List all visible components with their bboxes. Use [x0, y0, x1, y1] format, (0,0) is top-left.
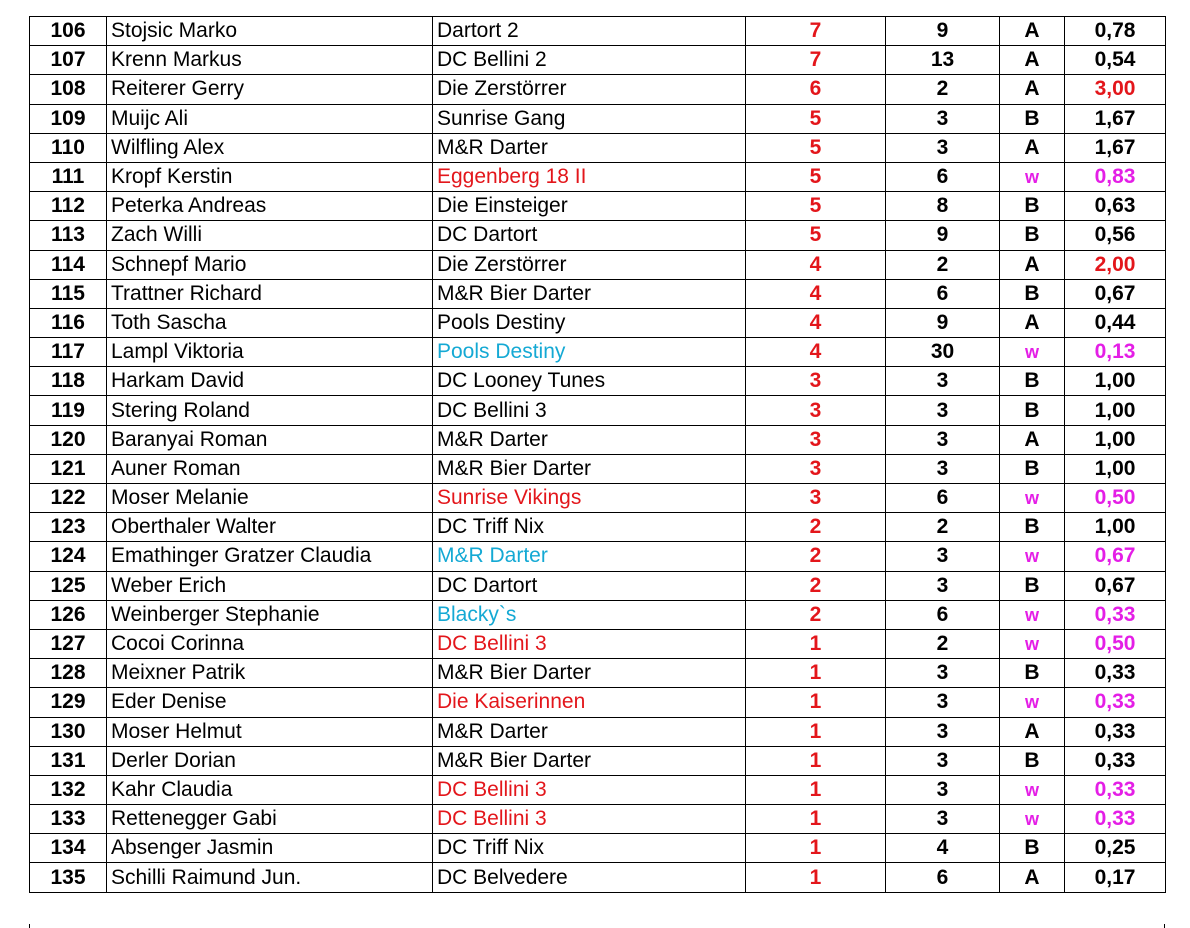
class-value: A — [1000, 46, 1065, 75]
class-value: B — [1000, 746, 1065, 775]
games-value: 6 — [886, 600, 1000, 629]
points-value: 2 — [746, 513, 886, 542]
player-rank: 124 — [30, 542, 107, 571]
average-value: 0,67 — [1065, 279, 1166, 308]
team-name: DC Dartort — [433, 221, 746, 250]
points-value: 6 — [746, 75, 886, 104]
games-value: 30 — [886, 338, 1000, 367]
games-value: 9 — [886, 308, 1000, 337]
class-value: B — [1000, 279, 1065, 308]
team-name: DC Dartort — [433, 571, 746, 600]
points-value: 5 — [746, 133, 886, 162]
points-value: 4 — [746, 308, 886, 337]
player-name: Oberthaler Walter — [107, 513, 433, 542]
team-name: M&R Bier Darter — [433, 659, 746, 688]
class-value: w — [1000, 688, 1065, 717]
games-value: 3 — [886, 659, 1000, 688]
team-name: DC Triff Nix — [433, 834, 746, 863]
table-row — [30, 746, 1166, 775]
games-value: 3 — [886, 396, 1000, 425]
games-value: 9 — [886, 221, 1000, 250]
team-name: DC Triff Nix — [433, 513, 746, 542]
player-name: Cocoi Corinna — [107, 629, 433, 658]
player-rank: 130 — [30, 717, 107, 746]
player-rank: 128 — [30, 659, 107, 688]
team-name: Pools Destiny — [433, 308, 746, 337]
team-name: Dartort 2 — [433, 17, 746, 46]
games-value: 3 — [886, 688, 1000, 717]
team-name: Die Kaiserinnen — [433, 688, 746, 717]
games-value: 3 — [886, 133, 1000, 162]
average-value: 1,00 — [1065, 425, 1166, 454]
class-value: B — [1000, 571, 1065, 600]
player-name: Eder Denise — [107, 688, 433, 717]
team-name: M&R Bier Darter — [433, 746, 746, 775]
player-rank: 118 — [30, 367, 107, 396]
games-value: 3 — [886, 775, 1000, 804]
games-value: 2 — [886, 513, 1000, 542]
player-rank: 126 — [30, 600, 107, 629]
games-value: 3 — [886, 571, 1000, 600]
table-row — [30, 250, 1166, 279]
average-value: 1,00 — [1065, 513, 1166, 542]
player-rank: 121 — [30, 454, 107, 483]
points-value: 1 — [746, 688, 886, 717]
points-value: 1 — [746, 746, 886, 775]
class-value: w — [1000, 484, 1065, 513]
points-value: 7 — [746, 46, 886, 75]
table-row — [30, 454, 1166, 483]
games-value: 3 — [886, 542, 1000, 571]
player-rank: 112 — [30, 192, 107, 221]
team-name: Sunrise Gang — [433, 104, 746, 133]
team-name: M&R Darter — [433, 425, 746, 454]
points-value: 1 — [746, 863, 886, 892]
points-value: 1 — [746, 629, 886, 658]
class-value: B — [1000, 367, 1065, 396]
team-name: Blacky`s — [433, 600, 746, 629]
average-value: 0,33 — [1065, 600, 1166, 629]
games-value: 6 — [886, 863, 1000, 892]
team-name: Die Zerstörrer — [433, 250, 746, 279]
table-row — [30, 484, 1166, 513]
player-name: Lampl Viktoria — [107, 338, 433, 367]
average-value: 0,78 — [1065, 17, 1166, 46]
points-value: 5 — [746, 162, 886, 191]
average-value: 0,33 — [1065, 659, 1166, 688]
average-value: 0,25 — [1065, 834, 1166, 863]
class-value: B — [1000, 396, 1065, 425]
table-row — [30, 367, 1166, 396]
player-rank: 107 — [30, 46, 107, 75]
table-row — [30, 425, 1166, 454]
class-value: A — [1000, 75, 1065, 104]
player-rank: 114 — [30, 250, 107, 279]
average-value: 1,00 — [1065, 367, 1166, 396]
table-row — [30, 221, 1166, 250]
table-row — [30, 513, 1166, 542]
team-name: M&R Darter — [433, 542, 746, 571]
class-value: A — [1000, 308, 1065, 337]
average-value: 1,67 — [1065, 133, 1166, 162]
table-row — [30, 308, 1166, 337]
points-value: 5 — [746, 104, 886, 133]
average-value: 3,00 — [1065, 75, 1166, 104]
class-value: w — [1000, 162, 1065, 191]
class-value: B — [1000, 192, 1065, 221]
player-rank: 106 — [30, 17, 107, 46]
class-value: B — [1000, 454, 1065, 483]
table-row — [30, 717, 1166, 746]
points-value: 2 — [746, 600, 886, 629]
points-value: 4 — [746, 279, 886, 308]
average-value: 0,13 — [1065, 338, 1166, 367]
games-value: 3 — [886, 717, 1000, 746]
team-name: DC Bellini 3 — [433, 775, 746, 804]
player-name: Peterka Andreas — [107, 192, 433, 221]
table-row — [30, 46, 1166, 75]
points-value: 3 — [746, 367, 886, 396]
team-name: Pools Destiny — [433, 338, 746, 367]
player-rank: 115 — [30, 279, 107, 308]
average-value: 0,33 — [1065, 717, 1166, 746]
games-value: 13 — [886, 46, 1000, 75]
player-name: Muijc Ali — [107, 104, 433, 133]
class-value: A — [1000, 133, 1065, 162]
class-value: B — [1000, 834, 1065, 863]
table-row — [30, 75, 1166, 104]
average-value: 1,00 — [1065, 454, 1166, 483]
average-value: 0,50 — [1065, 629, 1166, 658]
player-name: Emathinger Gratzer Claudia — [107, 542, 433, 571]
average-value: 0,56 — [1065, 221, 1166, 250]
games-value: 3 — [886, 805, 1000, 834]
table-row — [30, 192, 1166, 221]
player-rank: 108 — [30, 75, 107, 104]
class-value: w — [1000, 338, 1065, 367]
player-rank: 116 — [30, 308, 107, 337]
player-rank: 134 — [30, 834, 107, 863]
player-rank: 127 — [30, 629, 107, 658]
games-value: 9 — [886, 17, 1000, 46]
player-rank: 113 — [30, 221, 107, 250]
team-name: M&R Bier Darter — [433, 454, 746, 483]
player-name: Moser Melanie — [107, 484, 433, 513]
team-name: DC Bellini 2 — [433, 46, 746, 75]
team-name: M&R Darter — [433, 717, 746, 746]
games-value: 6 — [886, 484, 1000, 513]
points-value: 1 — [746, 659, 886, 688]
average-value: 0,33 — [1065, 775, 1166, 804]
games-value: 3 — [886, 454, 1000, 483]
table-row — [30, 688, 1166, 717]
average-value: 0,44 — [1065, 308, 1166, 337]
player-name: Auner Roman — [107, 454, 433, 483]
points-value: 1 — [746, 717, 886, 746]
average-value: 2,00 — [1065, 250, 1166, 279]
player-rank: 132 — [30, 775, 107, 804]
class-value: B — [1000, 659, 1065, 688]
table-row — [30, 104, 1166, 133]
player-name: Krenn Markus — [107, 46, 433, 75]
team-name: Die Zerstörrer — [433, 75, 746, 104]
player-name: Stering Roland — [107, 396, 433, 425]
average-value: 0,33 — [1065, 805, 1166, 834]
team-name: DC Belvedere — [433, 863, 746, 892]
player-name: Baranyai Roman — [107, 425, 433, 454]
table-row — [30, 133, 1166, 162]
average-value: 1,00 — [1065, 396, 1166, 425]
player-rank: 122 — [30, 484, 107, 513]
games-value: 2 — [886, 629, 1000, 658]
average-value: 1,67 — [1065, 104, 1166, 133]
table-row — [30, 162, 1166, 191]
team-name: Die Einsteiger — [433, 192, 746, 221]
team-name: DC Looney Tunes — [433, 367, 746, 396]
player-name: Wilfling Alex — [107, 133, 433, 162]
player-name: Derler Dorian — [107, 746, 433, 775]
player-rank: 120 — [30, 425, 107, 454]
points-value: 3 — [746, 425, 886, 454]
points-value: 3 — [746, 396, 886, 425]
points-value: 2 — [746, 542, 886, 571]
player-name: Weinberger Stephanie — [107, 600, 433, 629]
player-rank: 111 — [30, 162, 107, 191]
player-name: Kropf Kerstin — [107, 162, 433, 191]
team-name: Eggenberg 18 II — [433, 162, 746, 191]
average-value: 0,83 — [1065, 162, 1166, 191]
table-row — [30, 279, 1166, 308]
table-row — [30, 17, 1166, 46]
player-rank: 125 — [30, 571, 107, 600]
player-name: Trattner Richard — [107, 279, 433, 308]
games-value: 3 — [886, 425, 1000, 454]
table-row — [30, 805, 1166, 834]
table-row — [30, 571, 1166, 600]
player-name: Toth Sascha — [107, 308, 433, 337]
average-value: 0,54 — [1065, 46, 1166, 75]
table-row — [30, 396, 1166, 425]
table-row — [30, 629, 1166, 658]
player-rank: 131 — [30, 746, 107, 775]
games-value: 4 — [886, 834, 1000, 863]
table-row — [30, 600, 1166, 629]
class-value: A — [1000, 717, 1065, 746]
player-rank: 119 — [30, 396, 107, 425]
class-value: w — [1000, 805, 1065, 834]
player-name: Stojsic Marko — [107, 17, 433, 46]
points-value: 5 — [746, 192, 886, 221]
class-value: A — [1000, 17, 1065, 46]
team-name: DC Bellini 3 — [433, 396, 746, 425]
points-value: 3 — [746, 484, 886, 513]
team-name: DC Bellini 3 — [433, 805, 746, 834]
class-value: A — [1000, 425, 1065, 454]
average-value: 0,50 — [1065, 484, 1166, 513]
average-value: 0,33 — [1065, 746, 1166, 775]
games-value: 3 — [886, 104, 1000, 133]
games-value: 3 — [886, 746, 1000, 775]
ranking-rows — [30, 17, 1166, 893]
average-value: 0,67 — [1065, 542, 1166, 571]
points-value: 3 — [746, 454, 886, 483]
class-value: B — [1000, 221, 1065, 250]
player-rank: 109 — [30, 104, 107, 133]
points-value: 5 — [746, 221, 886, 250]
table-row — [30, 542, 1166, 571]
player-rank: 133 — [30, 805, 107, 834]
points-value: 1 — [746, 805, 886, 834]
points-value: 7 — [746, 17, 886, 46]
player-name: Meixner Patrik — [107, 659, 433, 688]
player-name: Moser Helmut — [107, 717, 433, 746]
games-value: 6 — [886, 279, 1000, 308]
class-value: A — [1000, 250, 1065, 279]
team-name: M&R Bier Darter — [433, 279, 746, 308]
games-value: 8 — [886, 192, 1000, 221]
class-value: w — [1000, 600, 1065, 629]
team-name: Sunrise Vikings — [433, 484, 746, 513]
player-rank: 135 — [30, 863, 107, 892]
class-value: B — [1000, 104, 1065, 133]
table-row — [30, 775, 1166, 804]
player-rank: 129 — [30, 688, 107, 717]
player-name: Schnepf Mario — [107, 250, 433, 279]
player-name: Kahr Claudia — [107, 775, 433, 804]
average-value: 0,67 — [1065, 571, 1166, 600]
table-row — [30, 659, 1166, 688]
player-name: Rettenegger Gabi — [107, 805, 433, 834]
player-name: Zach Willi — [107, 221, 433, 250]
points-value: 4 — [746, 338, 886, 367]
class-value: A — [1000, 863, 1065, 892]
games-value: 2 — [886, 75, 1000, 104]
player-name: Weber Erich — [107, 571, 433, 600]
class-value: w — [1000, 629, 1065, 658]
average-value: 0,17 — [1065, 863, 1166, 892]
games-value: 3 — [886, 367, 1000, 396]
games-value: 2 — [886, 250, 1000, 279]
player-name: Reiterer Gerry — [107, 75, 433, 104]
class-value: w — [1000, 775, 1065, 804]
team-name: M&R Darter — [433, 133, 746, 162]
games-value: 6 — [886, 162, 1000, 191]
average-value: 0,63 — [1065, 192, 1166, 221]
points-value: 4 — [746, 250, 886, 279]
points-value: 1 — [746, 775, 886, 804]
average-value: 0,33 — [1065, 688, 1166, 717]
player-name: Absenger Jasmin — [107, 834, 433, 863]
player-rank: 110 — [30, 133, 107, 162]
ranking-table — [29, 16, 1166, 893]
team-name: DC Bellini 3 — [433, 629, 746, 658]
table-row — [30, 834, 1166, 863]
class-value: B — [1000, 513, 1065, 542]
table-row — [30, 338, 1166, 367]
points-value: 1 — [746, 834, 886, 863]
class-value: w — [1000, 542, 1065, 571]
points-value: 2 — [746, 571, 886, 600]
table-row — [30, 863, 1166, 892]
next-row-edge — [29, 924, 1165, 928]
player-rank: 117 — [30, 338, 107, 367]
player-rank: 123 — [30, 513, 107, 542]
player-name: Schilli Raimund Jun. — [107, 863, 433, 892]
player-name: Harkam David — [107, 367, 433, 396]
